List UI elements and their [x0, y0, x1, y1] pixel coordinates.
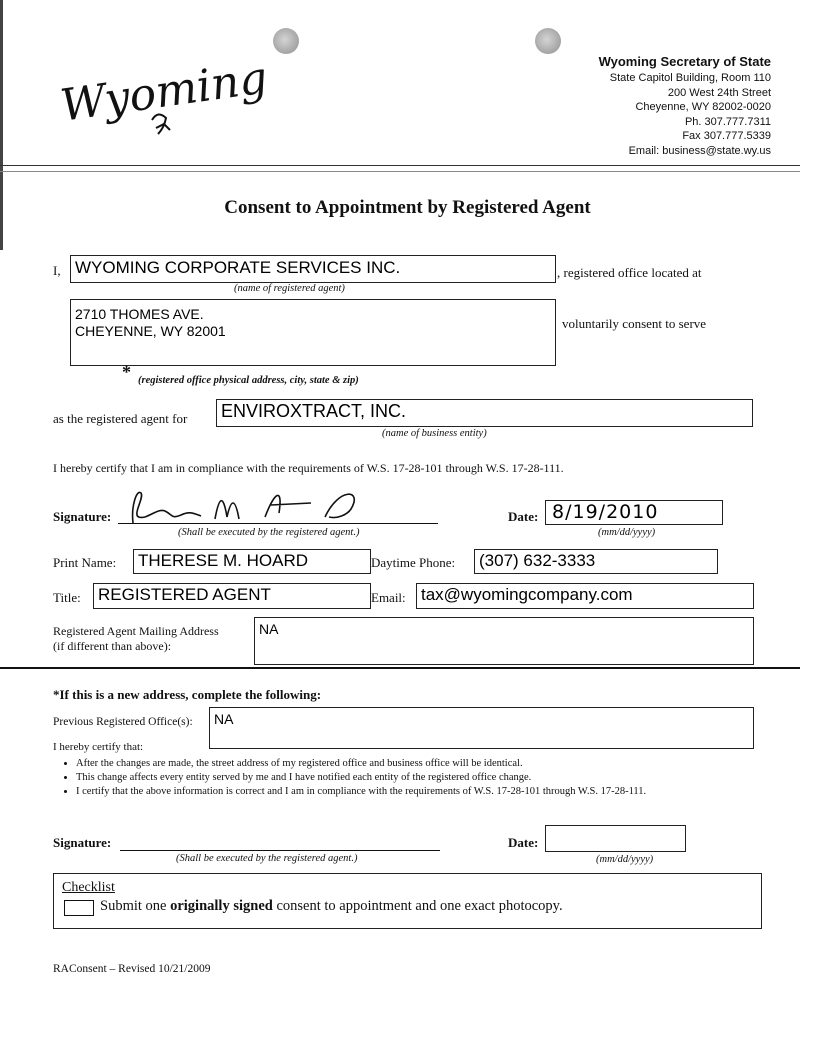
office-caption: (registered office physical address, city, state & zip) [138, 375, 359, 386]
entity-name-field[interactable]: ENVIROXTRACT, INC. [216, 399, 753, 427]
punch-hole-right [535, 28, 561, 54]
checklist-text-post: consent to appointment and one exact photocopy. [272, 898, 563, 914]
certification-list [60, 757, 736, 799]
date-field[interactable] [545, 500, 723, 525]
address-line: Ph. 307.777.7311 [684, 115, 771, 128]
certify-statement: I hereby certify that I am in compliance with the requirements of W.S. 17-28-101 through W.S. 17-28-111. [53, 461, 564, 475]
date-2-label: Date: [508, 835, 539, 850]
signature-caption: (Shall be executed by the registered agent.) [178, 527, 360, 538]
agency-address [610, 71, 771, 159]
office-asterisk: * [122, 362, 131, 382]
address-line: Fax 307.777.5339 [682, 130, 771, 143]
previous-office-field[interactable]: NA [209, 707, 754, 749]
print-name-field[interactable]: THERESE M. HOARD [133, 549, 371, 574]
signature-2-caption: (Shall be executed by the registered agent.) [176, 853, 358, 864]
form-title: Consent to Appointment by Registered Agent [224, 197, 591, 218]
signature-2-line[interactable] [120, 850, 440, 851]
agent-caption: (name of registered agent) [234, 283, 345, 294]
checklist-checkbox[interactable] [64, 900, 94, 916]
checklist-title: Checklist [62, 880, 115, 895]
address-line: 200 West 24th Street [667, 86, 771, 99]
phone-label: Daytime Phone: [371, 555, 456, 570]
signature-label: Signature: [53, 509, 112, 524]
address-line: State Capitol Building, Room 110 [609, 72, 771, 84]
certification-item: • I certify that the above information is correct and I am in compliance with the requirements of W.S. 17-28-101 through W.S. 17-28-111. [76, 785, 736, 798]
wyoming-logo [57, 52, 271, 148]
certify-that-label: I hereby certify that: [53, 741, 144, 753]
section-divider [0, 667, 800, 669]
mailing-label-line-1: Registered Agent Mailing Address [53, 624, 219, 638]
office-address-field[interactable] [70, 299, 556, 366]
agent-suffix: , registered office located at [557, 265, 702, 280]
header-divider [0, 165, 800, 166]
previous-office-label: Previous Registered Office(s): [53, 716, 193, 728]
mailing-address-field[interactable]: NA [254, 617, 754, 665]
checklist-text-bold: originally signed [170, 898, 273, 914]
agent-prefix: I, [53, 263, 61, 278]
mailing-label-line-2: (if different than above): [53, 639, 172, 653]
signature-2-label: Signature: [53, 835, 112, 850]
email-label: Email: [371, 590, 406, 605]
title-field[interactable]: REGISTERED AGENT [93, 583, 371, 609]
mailing-label [53, 624, 219, 654]
form-revision: RAConsent – Revised 10/21/2009 [53, 963, 211, 975]
punch-hole-left [273, 28, 299, 54]
date-label: Date: [508, 509, 539, 524]
checklist-box [53, 873, 762, 929]
address-email[interactable]: Email: business@state.wy.us [628, 144, 771, 157]
date-value: 8/19/2010 [552, 501, 659, 523]
office-suffix: voluntarily consent to serve [562, 316, 707, 331]
svg-text:Wyoming: Wyoming [57, 52, 271, 132]
checklist-text-pre: Submit one [100, 898, 171, 914]
agency-name: Wyoming Secretary of State [598, 54, 771, 69]
phone-field[interactable]: (307) 632-3333 [474, 549, 718, 574]
checklist-item [100, 898, 563, 915]
entity-label: as the registered agent for [53, 411, 188, 426]
handwritten-signature [115, 483, 395, 529]
email-field[interactable]: tax@wyomingcompany.com [416, 583, 754, 609]
title-label: Title: [53, 590, 81, 605]
agent-name-field[interactable]: WYOMING CORPORATE SERVICES INC. [70, 255, 556, 283]
date-2-field[interactable] [545, 825, 686, 852]
date-caption: (mm/dd/yyyy) [598, 527, 656, 538]
entity-caption: (name of business entity) [382, 428, 487, 439]
certification-item: • This change affects every entity served by me and I have notified each entity of the registered office change. [76, 771, 736, 784]
new-address-heading: *If this is a new address, complete the following: [53, 687, 322, 702]
office-line-1: 2710 THOMES AVE. [75, 306, 204, 322]
print-name-label: Print Name: [53, 555, 117, 570]
address-line: Cheyenne, WY 82002-0020 [635, 101, 771, 114]
office-line-2: CHEYENNE, WY 82001 [75, 323, 226, 339]
header-divider-2 [0, 171, 800, 172]
certification-item: • After the changes are made, the street address of my registered office and business office will be identical. [76, 757, 736, 770]
date-2-caption: (mm/dd/yyyy) [596, 854, 654, 865]
